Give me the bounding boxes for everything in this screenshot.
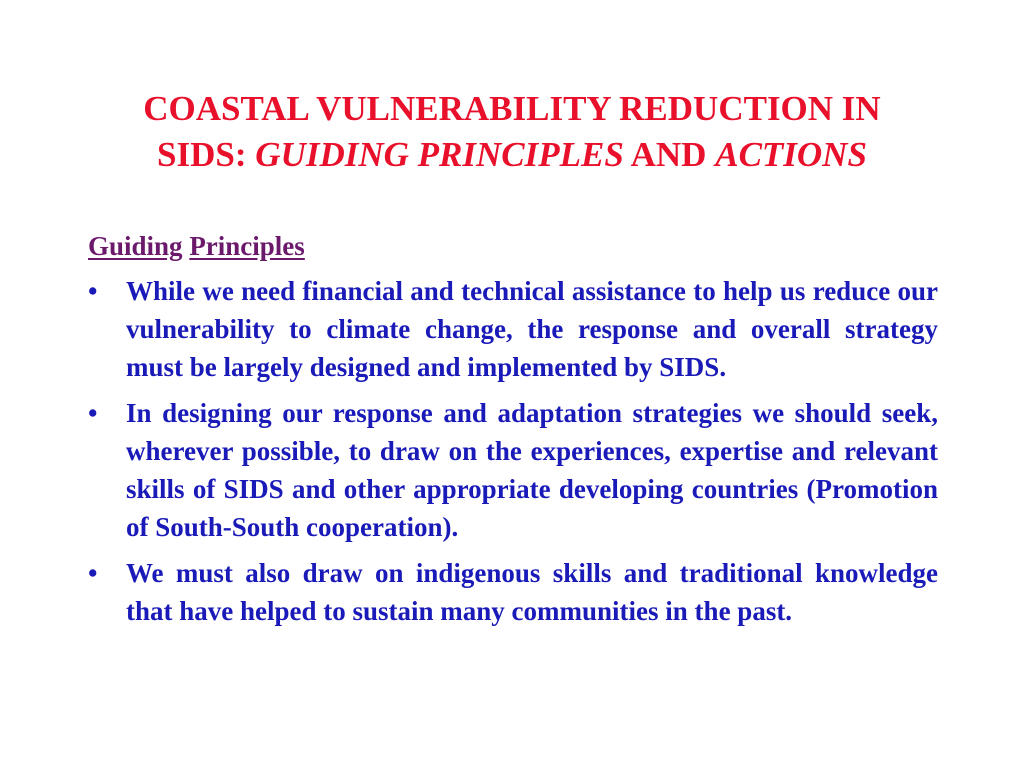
bullet-text: In designing our response and adaptation strategies we should seek, wherever possible, to draw on the experiences, expertise and relevant skills of SIDS and other appropriate developing countries (Promotion of South-South cooperation). — [126, 398, 938, 542]
list-item — [88, 554, 938, 630]
bullet-text: We must also draw on indigenous skills and traditional knowledge that have helped to sustain many communities in the past. — [126, 558, 938, 626]
bullet-list — [88, 272, 938, 638]
bullet-text: While we need financial and technical assistance to help us reduce our vulnerability to climate change, the response and overall strategy must be largely designed and implemented by SIDS. — [126, 276, 938, 382]
title-line-2-prefix: SIDS: — [157, 135, 256, 174]
title-and: AND — [623, 135, 716, 174]
heading-principles: Principles — [189, 231, 305, 261]
heading-guiding: Guiding — [88, 231, 183, 261]
title-actions: ACTIONS — [715, 135, 867, 174]
list-item — [88, 272, 938, 386]
title-line-1: COASTAL VULNERABILITY REDUCTION IN — [143, 89, 881, 128]
bullet-icon: • — [88, 398, 98, 428]
list-item — [88, 394, 938, 546]
section-heading — [88, 228, 305, 264]
title-guiding-principles: GUIDING PRINCIPLES — [255, 135, 624, 174]
bullet-icon: • — [88, 558, 98, 588]
bullet-icon: • — [88, 276, 98, 306]
slide-title — [60, 86, 964, 178]
